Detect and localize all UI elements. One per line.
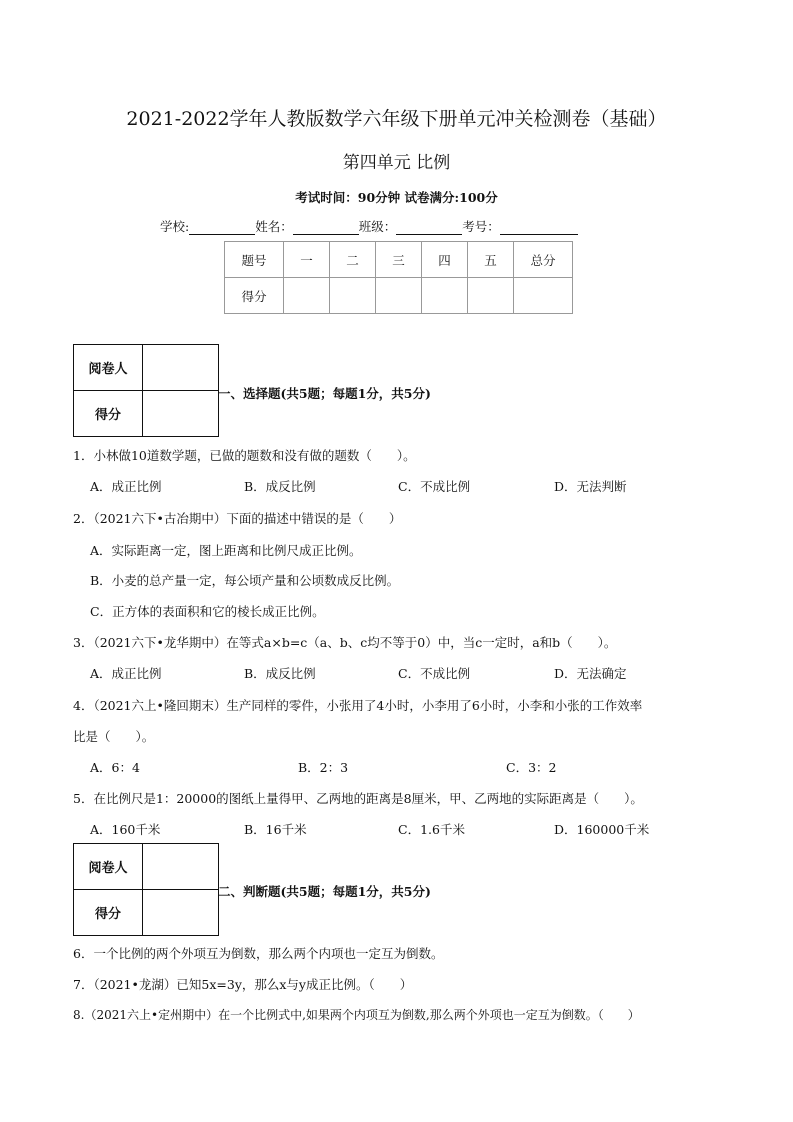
score-table-score-row: [225, 278, 573, 314]
question-4-line2: 比是（ ）。: [73, 729, 155, 744]
question-1: 1．小林做10道数学题，已做的题数和没有做的题数（ ）。: [73, 448, 416, 463]
grader-box-section1: [73, 344, 219, 437]
q3-option-b[interactable]: B．成反比例: [244, 666, 316, 681]
score-cell[interactable]: [284, 278, 330, 314]
name-label: 姓名：: [255, 219, 293, 234]
q3-option-c[interactable]: C．不成比例: [398, 666, 471, 681]
reviewer-label: 阅卷人: [74, 844, 143, 890]
score-cell[interactable]: [143, 890, 219, 936]
grader-box-section2: [73, 843, 219, 936]
q3-option-d[interactable]: D．无法确定: [554, 666, 627, 681]
reviewer-cell[interactable]: [143, 345, 219, 391]
score-cell[interactable]: [422, 278, 468, 314]
score-cell[interactable]: [330, 278, 376, 314]
question-8: 8.（2021六上•定州期中）在一个比例式中,如果两个内项互为倒数,那么两个外项也一定互为倒数。（ ）: [73, 1008, 640, 1022]
header-cell: 一: [284, 242, 330, 278]
q4-option-c[interactable]: C．3：2: [506, 760, 557, 775]
q4-option-a[interactable]: A．6：4: [90, 760, 140, 775]
score-label: 得分: [74, 391, 143, 437]
name-blank[interactable]: [293, 220, 359, 235]
q5-option-b[interactable]: B．16千米: [244, 822, 307, 837]
number-label: 考号：: [462, 219, 500, 234]
q1-option-b[interactable]: B．成反比例: [244, 479, 316, 494]
q1-option-d[interactable]: D．无法判断: [554, 479, 627, 494]
number-blank[interactable]: [500, 220, 578, 235]
q1-option-c[interactable]: C．不成比例: [398, 479, 471, 494]
question-5: 5．在比例尺是1：20000的图纸上量得甲、乙两地的距离是8厘米，甲、乙两地的实际距离是（ ）。: [73, 791, 643, 806]
page-title: 2021-2022学年人教版数学六年级下册单元冲关检测卷（基础）: [126, 108, 667, 130]
score-label: 得分: [74, 890, 143, 936]
exam-info: 考试时间：90分钟 试卷满分:100分: [295, 190, 498, 205]
section1-heading: 一、选择题(共5题；每题1分，共5分): [218, 386, 431, 401]
page-subtitle: 第四单元 比例: [342, 153, 451, 173]
header-cell: 二: [330, 242, 376, 278]
score-table: [224, 241, 573, 314]
header-cell: 三: [376, 242, 422, 278]
school-blank[interactable]: [189, 220, 255, 235]
class-label: 班级：: [358, 219, 397, 234]
student-info-line: [160, 217, 578, 235]
q2-option-c[interactable]: C．正方体的表面积和它的棱长成正比例。: [90, 604, 325, 619]
header-cell: 五: [468, 242, 514, 278]
q4-option-b[interactable]: B．2：3: [298, 760, 349, 775]
score-cell[interactable]: [514, 278, 573, 314]
header-cell: 四: [422, 242, 468, 278]
question-6: 6．一个比例的两个外项互为倒数，那么两个内项也一定互为倒数。: [73, 946, 444, 961]
school-label: 学校:: [160, 219, 190, 234]
question-2: 2．（2021六下•古冶期中）下面的描述中错误的是（ ）: [73, 511, 402, 526]
score-cell[interactable]: [468, 278, 514, 314]
q5-option-c[interactable]: C．1.6千米: [398, 822, 465, 837]
score-table-header-row: [225, 242, 573, 278]
question-7: 7．（2021•龙湖）已知5x=3y，那么x与y成正比例。（ ）: [73, 977, 413, 992]
question-3: 3．（2021六下•龙华期中）在等式a×b=c（a、b、c均不等于0）中，当c一定时，a和b（ ）。: [73, 635, 617, 650]
score-cell[interactable]: [143, 391, 219, 437]
score-cell[interactable]: [376, 278, 422, 314]
header-cell: 题号: [225, 242, 284, 278]
q2-option-b[interactable]: B．小麦的总产量一定，每公顷产量和公顷数成反比例。: [90, 573, 400, 588]
question-4-line1: 4．（2021六上•隆回期末）生产同样的零件，小张用了4小时，小李用了6小时，小李和小张的工作效率: [73, 698, 643, 713]
q1-option-a[interactable]: A．成正比例: [90, 479, 162, 494]
class-blank[interactable]: [396, 220, 462, 235]
score-row-label: 得分: [225, 278, 284, 314]
section2-heading: 二、判断题(共5题；每题1分，共5分): [218, 884, 431, 899]
q2-option-a[interactable]: A．实际距离一定，图上距离和比例尺成正比例。: [90, 543, 362, 558]
q3-option-a[interactable]: A．成正比例: [90, 666, 162, 681]
reviewer-cell[interactable]: [143, 844, 219, 890]
q5-option-d[interactable]: D．160000千米: [554, 822, 650, 837]
reviewer-label: 阅卷人: [74, 345, 143, 391]
header-cell: 总分: [514, 242, 573, 278]
q5-option-a[interactable]: A．160千米: [90, 822, 161, 837]
